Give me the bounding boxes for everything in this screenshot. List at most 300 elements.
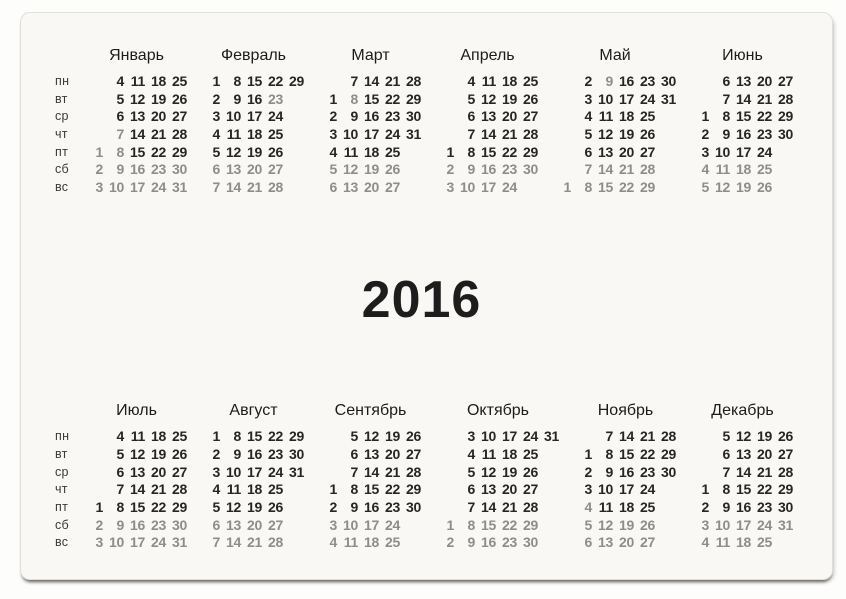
day-cell: 24	[385, 516, 400, 533]
day-cell: 14	[364, 463, 379, 480]
day-cell: 25	[172, 73, 187, 89]
day-cell-empty	[554, 126, 571, 144]
day-cell-empty	[659, 179, 676, 197]
day-cell: 27	[640, 534, 655, 551]
day-cell: 25	[268, 481, 283, 498]
day-cell: 10	[715, 516, 730, 533]
day-cell: 24	[502, 179, 517, 196]
day-cell: 8	[233, 428, 241, 445]
day-cell: 3	[212, 108, 220, 125]
day-cell: 21	[757, 463, 772, 480]
day-cell: 12	[736, 428, 751, 445]
day-cell: 13	[226, 161, 241, 178]
day-cell: 31	[544, 428, 559, 445]
day-cell: 2	[329, 498, 337, 515]
day-cell: 29	[523, 143, 538, 160]
day-cell: 4	[584, 108, 592, 125]
day-cell: 19	[619, 516, 634, 533]
day-cell: 21	[502, 498, 517, 515]
day-cell: 28	[268, 179, 283, 196]
month-grid	[320, 73, 421, 197]
day-cell: 3	[329, 516, 337, 533]
day-cell: 23	[757, 126, 772, 143]
day-cell: 30	[661, 73, 676, 89]
day-cell: 20	[247, 161, 262, 178]
day-cell: 1	[701, 481, 709, 498]
year-label: 2016	[361, 270, 482, 329]
month-title: Май	[599, 47, 631, 64]
day-cell: 29	[289, 73, 304, 89]
day-cell: 19	[247, 143, 262, 160]
day-cell: 20	[757, 73, 772, 89]
weekday-column	[55, 47, 77, 197]
day-cell-empty	[287, 144, 304, 162]
day-cell: 23	[385, 108, 400, 125]
month-title: Декабрь	[711, 402, 774, 420]
day-cell: 14	[598, 161, 613, 178]
day-cell: 17	[364, 126, 379, 143]
day-cell: 9	[350, 108, 358, 125]
day-cell-empty	[521, 179, 538, 197]
day-cell: 5	[584, 126, 592, 143]
day-cell: 15	[619, 445, 634, 462]
month-title: Март	[351, 47, 390, 64]
day-cell: 18	[619, 498, 634, 515]
day-cell: 30	[406, 108, 421, 125]
day-cell-empty	[287, 108, 304, 126]
day-cell: 29	[640, 179, 655, 196]
day-cell: 27	[778, 73, 793, 89]
day-cell: 6	[116, 463, 124, 480]
day-cell: 14	[481, 498, 496, 515]
day-cell: 11	[226, 481, 241, 498]
day-cell: 23	[268, 445, 283, 462]
day-cell: 2	[701, 126, 709, 143]
day-cell: 14	[226, 534, 241, 551]
day-cell: 13	[481, 481, 496, 498]
day-cell-empty	[437, 446, 454, 464]
day-cell: 13	[226, 516, 241, 533]
day-cell: 13	[364, 445, 379, 462]
day-cell: 6	[212, 161, 220, 178]
day-cell-empty	[287, 161, 304, 179]
weekday-label: сб	[55, 517, 70, 532]
day-cell: 20	[619, 143, 634, 160]
day-cell: 17	[247, 108, 262, 125]
day-cell: 21	[247, 179, 262, 196]
day-cell-empty	[287, 91, 304, 109]
day-cell: 8	[467, 143, 475, 160]
day-cell: 22	[151, 143, 166, 160]
day-cell: 4	[467, 445, 475, 462]
day-cell: 30	[661, 463, 676, 480]
day-cell: 24	[757, 516, 772, 533]
day-cell: 9	[722, 126, 730, 143]
day-cell: 9	[605, 73, 613, 89]
weekday-label: вс	[55, 535, 69, 550]
day-cell: 8	[467, 516, 475, 533]
day-cell: 28	[523, 126, 538, 143]
day-cell: 25	[268, 126, 283, 143]
day-cell: 7	[116, 126, 124, 143]
weekday-label: сб	[55, 162, 70, 177]
day-cell: 18	[151, 73, 166, 89]
day-cell: 23	[502, 161, 517, 178]
day-cell: 6	[329, 179, 337, 196]
day-cell: 30	[523, 534, 538, 551]
day-cell: 12	[598, 516, 613, 533]
day-cell: 30	[778, 498, 793, 515]
day-cell-empty	[86, 428, 103, 446]
day-cell-empty	[287, 517, 304, 535]
day-cell: 11	[598, 108, 613, 125]
weekday-spacer	[55, 402, 77, 428]
day-cell-empty	[542, 517, 559, 535]
day-cell-empty	[404, 179, 421, 197]
day-cell: 10	[109, 179, 124, 196]
day-cell: 3	[584, 481, 592, 498]
day-cell: 8	[722, 481, 730, 498]
day-cell: 8	[350, 481, 358, 498]
day-cell: 25	[757, 161, 772, 178]
month-grid	[554, 73, 676, 197]
day-cell-empty	[692, 73, 709, 91]
day-cell: 6	[116, 108, 124, 125]
day-cell: 25	[523, 445, 538, 462]
day-cell: 15	[247, 73, 262, 89]
day-cell: 29	[172, 498, 187, 515]
day-cell: 14	[619, 428, 634, 445]
day-cell: 19	[619, 126, 634, 143]
weekday-label: чт	[55, 127, 68, 142]
day-cell: 9	[605, 463, 613, 480]
pocket-calendar-card	[20, 12, 833, 580]
day-cell-empty	[659, 161, 676, 179]
day-cell-empty	[554, 161, 571, 179]
day-cell: 5	[701, 179, 709, 196]
day-cell: 12	[715, 179, 730, 196]
day-cell: 17	[502, 428, 517, 445]
day-cell: 16	[247, 445, 262, 462]
day-cell: 7	[116, 481, 124, 498]
day-cell: 21	[385, 73, 400, 89]
day-cell: 16	[130, 516, 145, 533]
day-cell: 11	[343, 534, 358, 551]
day-cell: 31	[289, 463, 304, 480]
day-cell: 12	[226, 498, 241, 515]
day-cell: 3	[212, 463, 220, 480]
day-cell: 11	[130, 73, 145, 89]
day-cell: 21	[151, 481, 166, 498]
day-cell: 17	[130, 534, 145, 551]
day-cell-empty	[86, 481, 103, 499]
day-cell: 7	[212, 179, 220, 196]
day-cell: 26	[778, 428, 793, 445]
weekday-label: вт	[55, 446, 68, 461]
weekday-label: пн	[55, 429, 70, 444]
day-cell: 2	[95, 161, 103, 178]
day-cell: 2	[584, 73, 592, 89]
day-cell-empty	[437, 108, 454, 126]
day-cell: 7	[584, 161, 592, 178]
day-cell: 10	[109, 534, 124, 551]
day-cell: 4	[212, 481, 220, 498]
day-cell: 28	[172, 481, 187, 498]
day-cell: 18	[364, 534, 379, 551]
day-cell: 8	[116, 143, 124, 160]
day-cell: 15	[736, 108, 751, 125]
weekday-label: пт	[55, 144, 69, 159]
day-cell-empty	[287, 126, 304, 144]
day-cell: 2	[212, 445, 220, 462]
day-cell: 1	[446, 143, 454, 160]
day-cell: 28	[268, 534, 283, 551]
day-cell: 22	[502, 143, 517, 160]
day-cell: 12	[130, 90, 145, 107]
day-cell: 4	[701, 161, 709, 178]
day-cell: 6	[467, 108, 475, 125]
day-cell: 9	[233, 90, 241, 107]
day-cell: 26	[640, 126, 655, 143]
day-cell: 13	[736, 73, 751, 89]
day-cell: 7	[722, 463, 730, 480]
day-cell-empty	[659, 126, 676, 144]
day-cell: 30	[406, 498, 421, 515]
day-cell: 25	[172, 428, 187, 445]
day-cell-empty	[575, 428, 592, 446]
day-cell-empty	[659, 499, 676, 517]
day-cell-empty	[776, 144, 793, 162]
day-cell: 4	[467, 73, 475, 89]
day-cell: 27	[523, 481, 538, 498]
day-cell: 19	[364, 161, 379, 178]
day-cell: 11	[715, 534, 730, 551]
day-cell: 14	[736, 463, 751, 480]
day-cell: 26	[268, 498, 283, 515]
day-cell-empty	[86, 91, 103, 109]
day-cell: 27	[523, 108, 538, 125]
day-cell: 9	[467, 161, 475, 178]
day-cell-empty	[659, 108, 676, 126]
month-title: Апрель	[460, 47, 515, 64]
day-cell: 7	[350, 73, 358, 89]
day-cell: 5	[212, 498, 220, 515]
day-cell: 25	[523, 73, 538, 89]
day-cell: 18	[247, 126, 262, 143]
day-cell: 4	[584, 498, 592, 515]
day-cell-empty	[776, 161, 793, 179]
day-cell: 17	[619, 481, 634, 498]
day-cell: 5	[584, 516, 592, 533]
day-cell: 16	[364, 498, 379, 515]
day-cell: 2	[212, 90, 220, 107]
day-cell: 5	[467, 90, 475, 107]
day-cell: 19	[757, 428, 772, 445]
month-block-1	[86, 47, 187, 197]
day-cell: 1	[95, 498, 103, 515]
day-cell: 15	[130, 498, 145, 515]
day-cell-empty	[404, 161, 421, 179]
day-cell: 22	[385, 481, 400, 498]
day-cell: 6	[584, 534, 592, 551]
day-cell: 18	[619, 108, 634, 125]
day-cell-empty	[776, 534, 793, 552]
day-cell: 26	[268, 143, 283, 160]
day-cell: 10	[460, 179, 475, 196]
weekday-label: ср	[55, 109, 69, 124]
day-cell: 8	[605, 445, 613, 462]
day-cell: 14	[226, 179, 241, 196]
day-cell: 12	[598, 126, 613, 143]
day-cell: 12	[226, 143, 241, 160]
weekday-label: пт	[55, 499, 69, 514]
day-cell-empty	[437, 481, 454, 499]
second-half-year	[55, 402, 832, 552]
day-cell: 1	[446, 516, 454, 533]
day-cell: 6	[584, 143, 592, 160]
weekday-label: ср	[55, 464, 69, 479]
day-cell: 23	[502, 534, 517, 551]
day-cell-empty	[542, 534, 559, 552]
day-cell: 21	[385, 463, 400, 480]
day-cell-empty	[287, 481, 304, 499]
day-cell: 17	[736, 516, 751, 533]
day-cell: 6	[212, 516, 220, 533]
day-cell: 9	[233, 445, 241, 462]
day-cell: 5	[212, 143, 220, 160]
day-cell: 25	[385, 143, 400, 160]
day-cell: 18	[502, 445, 517, 462]
day-cell: 3	[701, 516, 709, 533]
day-cell: 7	[467, 498, 475, 515]
day-cell-empty	[659, 534, 676, 552]
day-cell: 30	[523, 161, 538, 178]
day-cell: 19	[502, 463, 517, 480]
day-cell: 21	[247, 534, 262, 551]
day-cell: 1	[329, 481, 337, 498]
day-cell: 29	[661, 445, 676, 462]
day-cell: 7	[722, 90, 730, 107]
day-cell: 20	[619, 534, 634, 551]
day-cell-empty	[692, 428, 709, 446]
day-cell-empty	[287, 534, 304, 552]
day-cell: 30	[778, 126, 793, 143]
day-cell-empty	[287, 499, 304, 517]
day-cell-empty	[320, 464, 337, 482]
day-cell: 4	[701, 534, 709, 551]
month-title: Октябрь	[466, 402, 529, 420]
day-cell-empty	[404, 144, 421, 162]
month-title: Август	[229, 402, 278, 420]
day-cell-empty	[554, 73, 571, 91]
month-title: Ноябрь	[597, 402, 654, 420]
day-cell: 3	[467, 428, 475, 445]
day-cell: 24	[640, 481, 655, 498]
day-cell: 28	[406, 73, 421, 89]
day-cell: 21	[757, 90, 772, 107]
day-cell-empty	[437, 126, 454, 144]
day-cell: 31	[661, 90, 676, 107]
day-cell: 19	[151, 445, 166, 462]
day-cell: 13	[130, 108, 145, 125]
day-cell: 28	[778, 90, 793, 107]
day-cell: 5	[116, 90, 124, 107]
month-grid	[437, 73, 538, 197]
day-cell: 15	[736, 481, 751, 498]
day-cell: 8	[116, 498, 124, 515]
day-cell: 12	[343, 161, 358, 178]
day-cell-empty	[437, 499, 454, 517]
day-cell: 16	[247, 90, 262, 107]
day-cell: 8	[722, 108, 730, 125]
day-cell: 9	[467, 534, 475, 551]
day-cell: 27	[268, 161, 283, 178]
day-cell: 26	[172, 445, 187, 462]
weekday-label: чт	[55, 482, 68, 497]
day-cell: 15	[364, 481, 379, 498]
day-cell: 5	[116, 445, 124, 462]
day-cell: 7	[605, 428, 613, 445]
day-cell: 28	[640, 161, 655, 178]
month-grid	[86, 73, 187, 197]
day-cell: 23	[757, 498, 772, 515]
day-cell-empty	[86, 464, 103, 482]
day-cell-empty	[320, 446, 337, 464]
weekday-spacer	[55, 47, 77, 73]
day-cell: 3	[95, 534, 103, 551]
day-cell-empty	[437, 464, 454, 482]
day-cell: 26	[523, 90, 538, 107]
day-cell: 26	[172, 90, 187, 107]
day-cell: 7	[212, 534, 220, 551]
day-cell: 11	[481, 445, 496, 462]
month-block-10	[437, 402, 559, 552]
day-cell: 3	[329, 126, 337, 143]
day-cell: 8	[584, 179, 592, 196]
day-cell-empty	[659, 517, 676, 535]
month-title: Июнь	[722, 47, 763, 64]
day-cell: 29	[523, 516, 538, 533]
day-cell: 14	[130, 481, 145, 498]
day-cell: 5	[350, 428, 358, 445]
day-cell: 24	[640, 90, 655, 107]
day-cell-empty	[776, 179, 793, 197]
day-cell: 20	[757, 445, 772, 462]
day-cell: 21	[502, 126, 517, 143]
day-cell: 26	[406, 428, 421, 445]
month-grid	[575, 428, 676, 552]
day-cell: 29	[778, 481, 793, 498]
day-cell: 1	[563, 179, 571, 196]
day-cell: 21	[151, 126, 166, 143]
day-cell: 7	[350, 463, 358, 480]
day-cell: 30	[289, 445, 304, 462]
day-cell: 5	[722, 428, 730, 445]
day-cell: 27	[268, 516, 283, 533]
day-cell: 8	[233, 73, 241, 89]
day-cell: 1	[701, 108, 709, 125]
day-cell: 22	[640, 445, 655, 462]
day-cell-empty	[554, 91, 571, 109]
day-cell: 15	[481, 516, 496, 533]
day-cell: 16	[364, 108, 379, 125]
day-cell: 13	[343, 179, 358, 196]
day-cell: 12	[364, 428, 379, 445]
day-cell: 19	[736, 179, 751, 196]
day-cell: 13	[481, 108, 496, 125]
day-cell: 7	[467, 126, 475, 143]
day-cell: 11	[598, 498, 613, 515]
